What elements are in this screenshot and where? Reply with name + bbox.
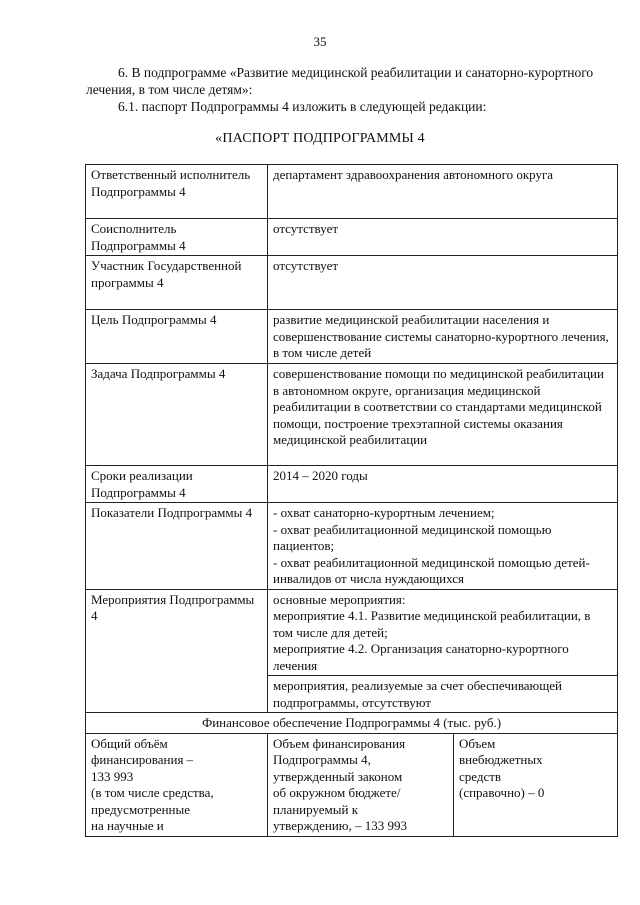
table-row xyxy=(86,466,618,503)
financing-extrabudget xyxy=(454,733,618,836)
financing-budget-line: Подпрограммы 4, xyxy=(273,752,371,767)
financing-total-line: на научные и xyxy=(91,818,164,833)
financing-total-line: 133 993 xyxy=(91,768,134,784)
financing-budget-line: утвержденный законом xyxy=(273,768,403,784)
financing-extra-line: внебюджетных xyxy=(459,752,543,767)
activity-line: мероприятие 4.2. Организация санаторно-курортного лечения xyxy=(273,641,569,673)
financing-budget-line: утверждению, – 133 993 xyxy=(273,818,408,833)
row-label-task: Задача Подпрограммы 4 xyxy=(86,364,268,466)
table-row xyxy=(86,364,618,466)
financing-budget xyxy=(268,733,454,836)
financing-total-line: предусмотренные xyxy=(91,801,191,817)
row-label-indicators: Показатели Подпрограммы 4 xyxy=(86,503,268,590)
row-value-goal: развитие медицинской реабилитации населения и совершенствование системы санаторно-курортного лечения, в том числе детей xyxy=(268,310,618,364)
financing-extra-line: (справочно) – 0 xyxy=(459,785,545,800)
row-label-participant: Участник Государственной программы 4 xyxy=(86,256,268,310)
financing-extra-line: средств xyxy=(459,768,502,784)
table-row xyxy=(86,256,618,310)
activity-line: основные мероприятия: xyxy=(273,591,406,607)
financing-total-line: (в том числе средства, xyxy=(91,785,214,800)
indicator-item: - охват реабилитационной медицинской помощью детей-инвалидов от числа нуждающихся xyxy=(273,554,590,586)
financing-total xyxy=(86,733,268,836)
table-row xyxy=(86,503,618,590)
row-value-indicators xyxy=(268,503,618,590)
financing-header: Финансовое обеспечение Подпрограммы 4 (тыс. руб.) xyxy=(86,713,618,734)
row-label-timeline: Сроки реализации Подпрограммы 4 xyxy=(86,466,268,503)
row-value-timeline: 2014 – 2020 годы xyxy=(268,466,618,503)
financing-budget-line: планируемый к xyxy=(273,801,359,817)
activity-line: мероприятие 4.1. Развитие медицинской реабилитации, в том числе для детей; xyxy=(273,608,591,640)
table-row xyxy=(86,713,618,734)
indicator-item: - охват реабилитационной медицинской помощью пациентов; xyxy=(273,521,552,553)
indicator-item: - охват санаторно-курортным лечением; xyxy=(273,505,495,520)
page-number: 35 xyxy=(313,34,327,49)
table-row xyxy=(86,589,618,676)
financing-total-line: Общий объём xyxy=(91,735,168,751)
table-row xyxy=(86,165,618,219)
row-value-activities-secondary: мероприятия, реализуемые за счет обеспечивающей подпрограммы, отсутствуют xyxy=(268,676,618,713)
financing-extra-line: Объем xyxy=(459,735,496,751)
row-value-task: совершенствование помощи по медицинской реабилитации в автономном округе, организация медицинской реабилитации в соответствии со стандартами медицинской помощи, построение трехэтапной системы оказания медицинской реабилитации xyxy=(268,364,618,466)
row-label-activities: Мероприятия Подпрограммы 4 xyxy=(86,589,268,713)
row-label-responsible: Ответственный исполнитель Подпрограммы 4 xyxy=(86,165,268,219)
row-label-goal: Цель Подпрограммы 4 xyxy=(86,310,268,364)
intro-paragraph-2: 6.1. паспорт Подпрограммы 4 изложить в следующей редакции: xyxy=(118,99,487,114)
row-label-coexecutor: Соисполнитель Подпрограммы 4 xyxy=(86,219,268,256)
intro-paragraph-1: 6. В подпрограмме «Развитие медицинской реабилитации и санаторно-курортного лечения, в том числе детям»: xyxy=(86,65,594,97)
row-value-responsible: департамент здравоохранения автономного округа xyxy=(268,165,618,219)
passport-table xyxy=(85,164,618,837)
financing-budget-line: об окружном бюджете/ xyxy=(273,785,401,800)
row-value-activities-main xyxy=(268,589,618,676)
table-row xyxy=(86,310,618,364)
passport-title: «ПАСПОРТ ПОДПРОГРАММЫ 4 xyxy=(215,131,425,146)
table-row xyxy=(86,219,618,256)
row-value-participant: отсутствует xyxy=(268,256,618,310)
table-row xyxy=(86,733,618,836)
row-value-coexecutor: отсутствует xyxy=(268,219,618,256)
financing-budget-line: Объем финансирования xyxy=(273,735,406,751)
financing-total-line: финансирования – xyxy=(91,752,194,767)
